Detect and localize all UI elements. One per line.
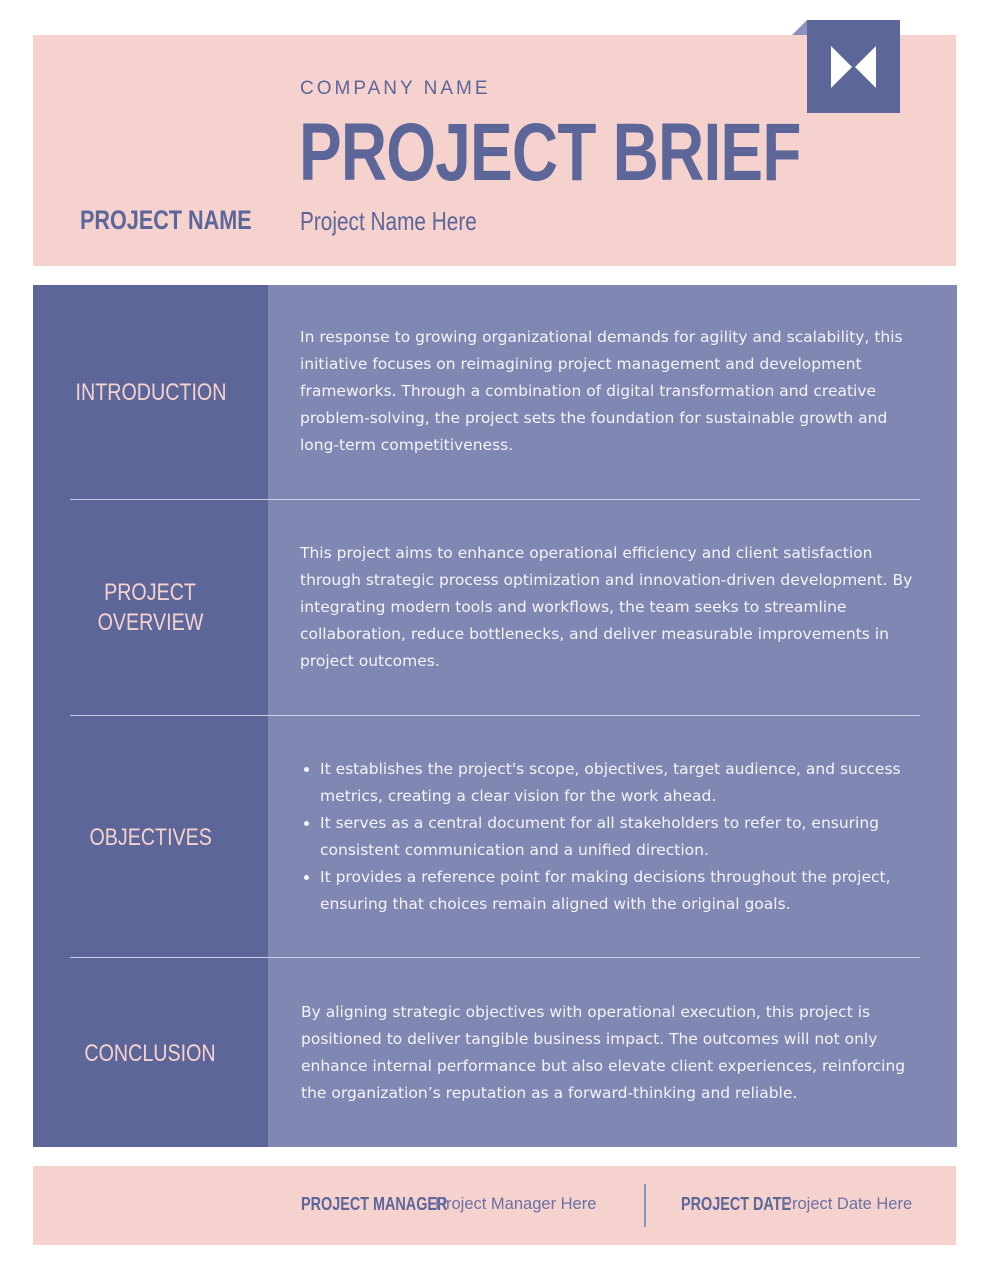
page-title: PROJECT BRIEF (299, 107, 801, 198)
project-name-label: PROJECT NAME (80, 205, 252, 235)
section-text-introduction: In response to growing organizational demands for agility and scalability, this initiative focuses on reimagining project management and development frameworks. Through a combination of digital transformation and creative problem-solving, the project sets the foundation for sustainable growth and long-term competitiveness. (300, 328, 903, 454)
objectives-list (300, 756, 922, 918)
bowtie-logo-icon (807, 20, 900, 113)
project-manager-value: Project Manager Here (435, 1195, 597, 1213)
section-label-project-overview: PROJECT OVERVIEW (97, 579, 204, 636)
section-divider (70, 957, 920, 958)
section-label-column (33, 285, 268, 1147)
brief-body (33, 285, 957, 1147)
section-label-introduction: INTRODUCTION (75, 379, 226, 406)
section-label-conclusion: CONCLUSION (84, 1040, 217, 1067)
section-divider (70, 499, 920, 500)
project-date-value: Project Date Here (781, 1195, 913, 1213)
footer-divider (644, 1184, 646, 1227)
objective-item: • It provides a reference point for making decisions throughout the project, ensuring that choices remain aligned with the original goals. (320, 864, 922, 918)
section-label-objectives: OBJECTIVES (89, 824, 212, 851)
project-date-label: PROJECT DATE (681, 1194, 792, 1214)
logo-fold (792, 20, 807, 35)
project-name-value: Project Name Here (300, 206, 477, 236)
objective-item: • It establishes the project's scope, objectives, target audience, and success metrics, creating a clear vision for the work ahead. (320, 756, 922, 810)
section-text-project-overview: This project aims to enhance operational efficiency and client satisfaction through strategic process optimization and innovation-driven development. By integrating modern tools and workflows, the team seeks to streamline collaboration, reduce bottlenecks, and deliver measurable improvements in project outcomes. (300, 544, 913, 670)
section-text-objectives (300, 756, 922, 918)
section-text-conclusion: By aligning strategic objectives with operational execution, this project is positioned to deliver tangible business impact. The outcomes will not only enhance internal performance but also elevate client experiences, reinforcing the organization’s reputation as a forward-thinking and reliable. (301, 1003, 906, 1102)
project-manager-label: PROJECT MANAGER (301, 1194, 448, 1214)
company-name: COMPANY NAME (300, 78, 491, 99)
section-divider (70, 715, 920, 716)
objective-item: • It serves as a central document for all stakeholders to refer to, ensuring consistent communication and a unified direction. (320, 810, 922, 864)
